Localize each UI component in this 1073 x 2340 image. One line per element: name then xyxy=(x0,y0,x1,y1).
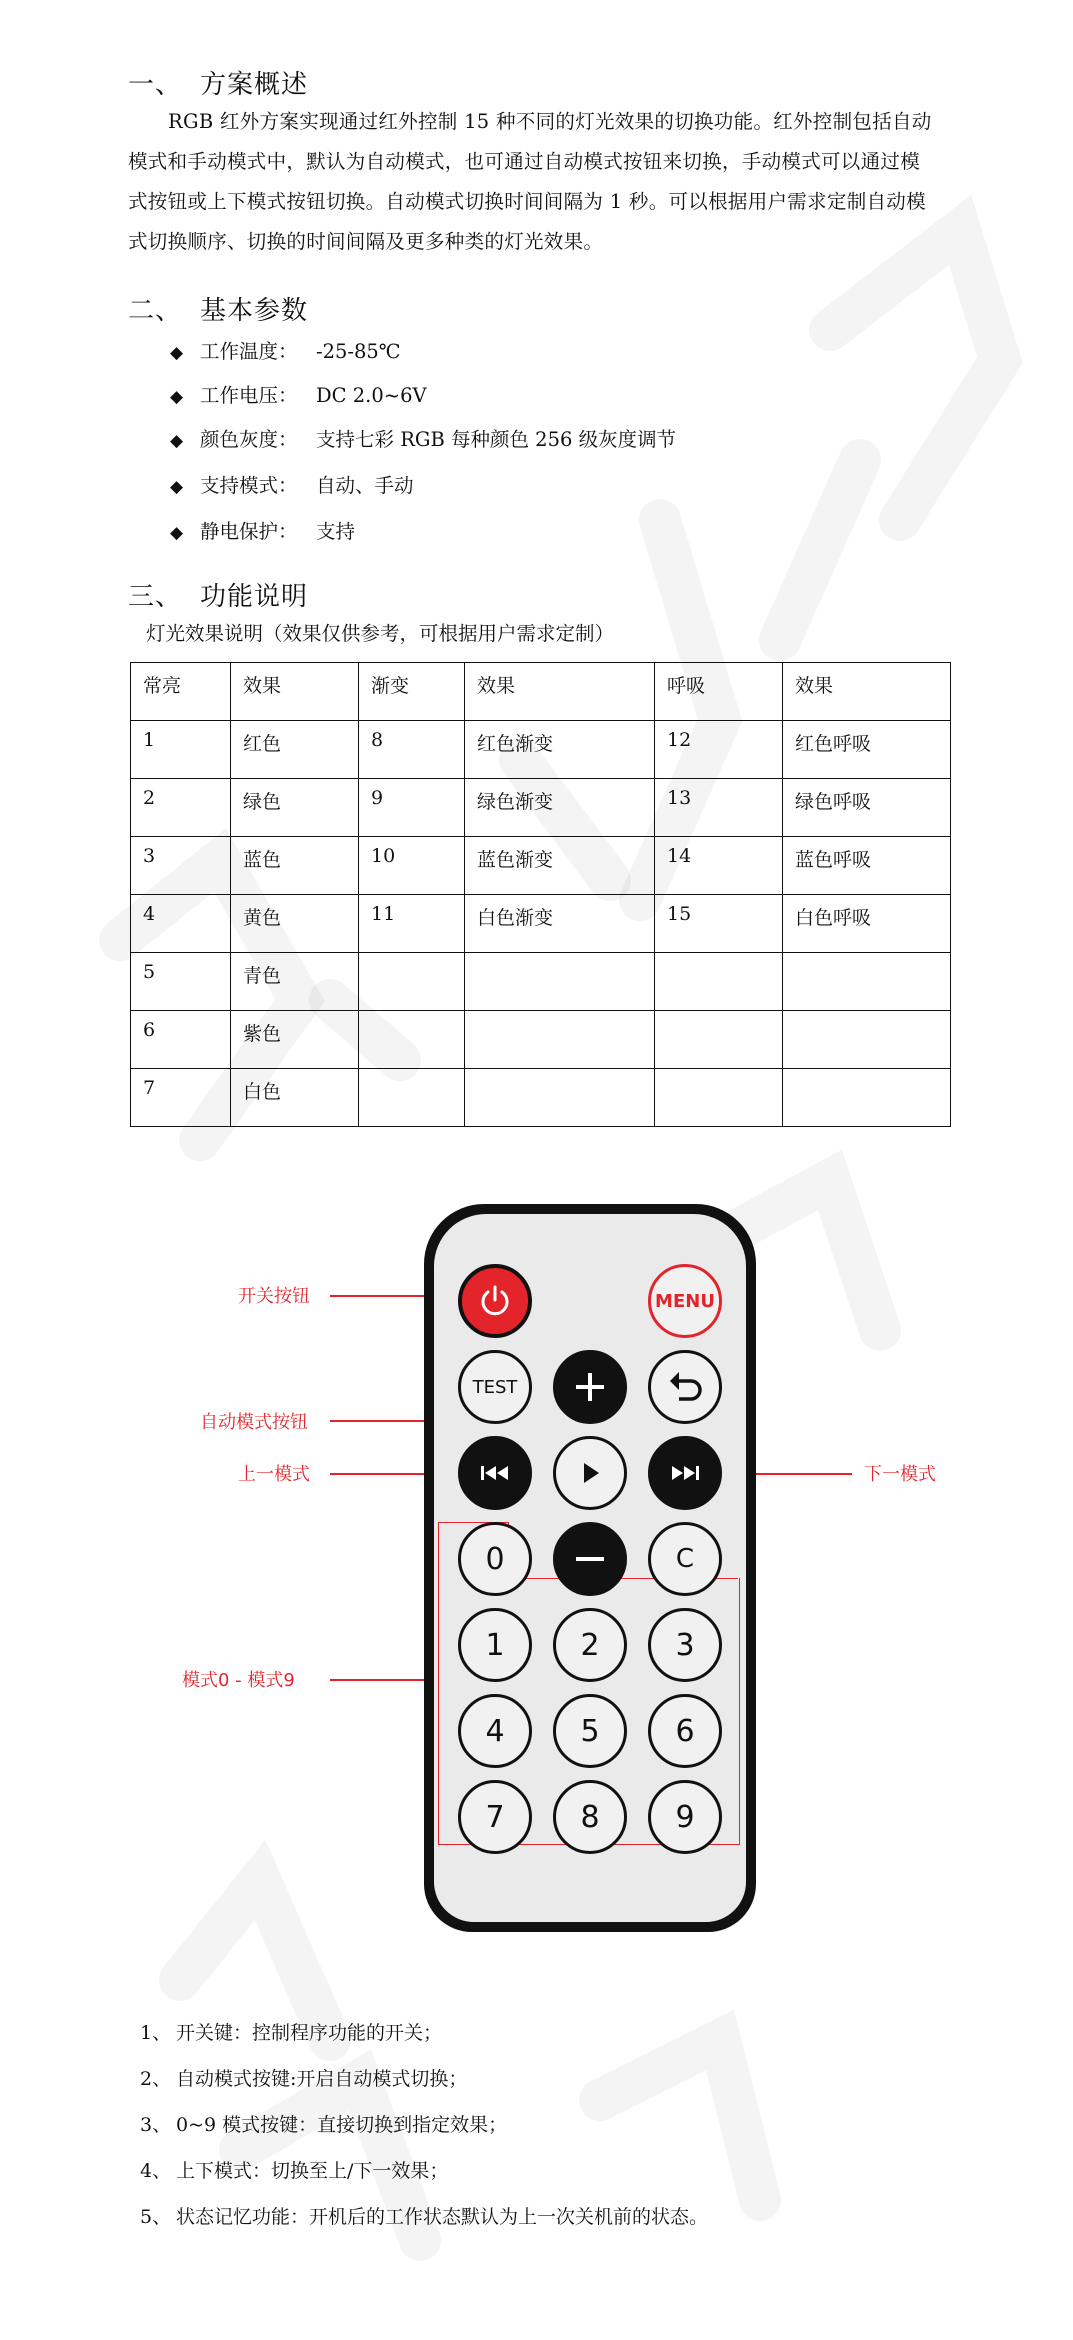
paragraph-line: 模式和手动模式中，默认为自动模式，也可通过自动模式按钮来切换，手动模式可以通过模 xyxy=(128,150,921,173)
digit-button-2[interactable] xyxy=(553,1608,627,1682)
table-row xyxy=(131,953,951,1011)
label-prev-mode: 上一模式 xyxy=(238,1464,310,1485)
note-text: 开关键：控制程序功能的开关； xyxy=(176,2022,443,2044)
leader-line xyxy=(330,1679,430,1681)
section-number: 一、 xyxy=(128,70,183,100)
param-item xyxy=(170,470,414,498)
digit-button-1[interactable] xyxy=(458,1608,532,1682)
digit-label: 9 xyxy=(675,1799,695,1835)
table-cell xyxy=(465,953,655,1011)
table-cell: 8 xyxy=(359,721,465,779)
table-cell: 蓝色渐变 xyxy=(465,837,655,895)
table-caption: 灯光效果说明（效果仅供参考，可根据用户需求定制） xyxy=(146,622,615,645)
param-value: 自动、手动 xyxy=(316,474,414,497)
table-header-row xyxy=(131,663,951,721)
test-button-label: TEST xyxy=(472,1376,518,1398)
label-mode-range: 模式0 - 模式9 xyxy=(182,1670,295,1691)
table-header-cell: 效果 xyxy=(231,663,359,721)
note-text: 自动模式按键:开启自动模式切换； xyxy=(176,2068,468,2090)
param-value: -25-85℃ xyxy=(316,340,401,363)
table-cell: 2 xyxy=(131,779,231,837)
digit-label: 1 xyxy=(485,1627,505,1663)
table-cell: 12 xyxy=(655,721,783,779)
test-button[interactable] xyxy=(458,1350,532,1424)
note-item xyxy=(140,2064,467,2091)
paragraph-line: RGB 红外方案实现通过红外控制 15 种不同的灯光效果的切换功能。红外控制包括自动 xyxy=(168,110,932,133)
plus-button[interactable] xyxy=(553,1350,627,1424)
digit-label: 0 xyxy=(485,1541,505,1577)
digit-button-6[interactable] xyxy=(648,1694,722,1768)
table-row xyxy=(131,779,951,837)
table-cell xyxy=(465,1011,655,1069)
digit-button-8[interactable] xyxy=(553,1780,627,1854)
note-number: 2、 xyxy=(140,2068,172,2090)
c-button-label: C xyxy=(675,1544,695,1574)
digit-label: 4 xyxy=(485,1713,505,1749)
digit-label: 6 xyxy=(675,1713,695,1749)
table-cell: 白色 xyxy=(231,1069,359,1127)
table-header-cell: 呼吸 xyxy=(655,663,783,721)
param-value: 支持 xyxy=(316,520,356,543)
table-cell: 白色呼吸 xyxy=(783,895,951,953)
note-number: 3、 xyxy=(140,2114,172,2136)
table-row xyxy=(131,1069,951,1127)
param-key: 工作温度： xyxy=(200,340,298,363)
label-auto-mode-button: 自动模式按钮 xyxy=(200,1412,308,1433)
table-cell: 绿色呼吸 xyxy=(783,779,951,837)
bullet-icon: ◆ xyxy=(170,343,184,363)
minus-button[interactable] xyxy=(553,1522,627,1596)
table-cell: 绿色渐变 xyxy=(465,779,655,837)
section-heading-overview xyxy=(128,64,308,101)
note-number: 4、 xyxy=(140,2160,172,2182)
table-cell: 绿色 xyxy=(231,779,359,837)
param-value: DC 2.0~6V xyxy=(316,384,427,407)
bullet-icon: ◆ xyxy=(170,477,184,497)
note-text: 上下模式：切换至上/下一效果； xyxy=(176,2160,449,2182)
note-number: 5、 xyxy=(140,2206,172,2228)
table-row xyxy=(131,837,951,895)
digit-button-9[interactable] xyxy=(648,1780,722,1854)
table-cell xyxy=(655,953,783,1011)
next-mode-button[interactable] xyxy=(648,1436,722,1510)
paragraph-line: 式切换顺序、切换的时间间隔及更多种类的灯光效果。 xyxy=(128,230,604,253)
table-cell: 10 xyxy=(359,837,465,895)
prev-mode-button[interactable] xyxy=(458,1436,532,1510)
param-key: 支持模式： xyxy=(200,474,298,497)
table-cell: 13 xyxy=(655,779,783,837)
table-cell: 红色渐变 xyxy=(465,721,655,779)
table-header-cell: 常亮 xyxy=(131,663,231,721)
c-button[interactable] xyxy=(648,1522,722,1596)
section-number: 二、 xyxy=(128,296,183,326)
table-row xyxy=(131,1011,951,1069)
bullet-icon: ◆ xyxy=(170,387,184,407)
table-cell: 紫色 xyxy=(231,1011,359,1069)
table-cell xyxy=(783,953,951,1011)
remote-diagram xyxy=(0,1190,1073,1950)
play-icon xyxy=(575,1458,605,1488)
table-cell: 红色 xyxy=(231,721,359,779)
table-header-cell: 效果 xyxy=(465,663,655,721)
table-row xyxy=(131,721,951,779)
digit-label: 2 xyxy=(580,1627,600,1663)
power-icon xyxy=(475,1281,515,1321)
param-key: 静电保护： xyxy=(200,520,298,543)
label-power-button: 开关按钮 xyxy=(238,1286,310,1307)
remote-face xyxy=(434,1214,746,1922)
prev-skip-icon xyxy=(477,1463,513,1483)
section-title: 方案概述 xyxy=(200,70,309,100)
digit-label: 8 xyxy=(580,1799,600,1835)
note-number: 1、 xyxy=(140,2022,172,2044)
table-cell xyxy=(359,953,465,1011)
table-cell xyxy=(359,1011,465,1069)
bullet-icon: ◆ xyxy=(170,523,184,543)
digit-label: 3 xyxy=(675,1627,695,1663)
table-row xyxy=(131,895,951,953)
section-title: 基本参数 xyxy=(200,296,309,326)
digit-label: 5 xyxy=(580,1713,600,1749)
note-item xyxy=(140,2110,507,2137)
paragraph-line: 式按钮或上下模式按钮切换。自动模式切换时间间隔为 1 秒。可以根据用户需求定制自动模 xyxy=(128,190,926,213)
table-cell: 15 xyxy=(655,895,783,953)
table-cell: 11 xyxy=(359,895,465,953)
minus-icon xyxy=(572,1541,608,1577)
note-item xyxy=(140,2202,708,2229)
digit-button-7[interactable] xyxy=(458,1780,532,1854)
overview-paragraph xyxy=(128,102,958,262)
digit-button-0[interactable] xyxy=(458,1522,532,1596)
table-cell: 14 xyxy=(655,837,783,895)
table-cell xyxy=(783,1011,951,1069)
table-cell xyxy=(783,1069,951,1127)
note-text: 状态记忆功能：开机后的工作状态默认为上一次关机前的状态。 xyxy=(176,2206,709,2228)
table-cell: 蓝色呼吸 xyxy=(783,837,951,895)
note-item xyxy=(140,2018,442,2045)
section-title: 功能说明 xyxy=(200,582,309,612)
table-header-cell: 渐变 xyxy=(359,663,465,721)
param-key: 颜色灰度： xyxy=(200,428,298,451)
digit-button-3[interactable] xyxy=(648,1608,722,1682)
section-heading-parameters xyxy=(128,290,308,327)
digit-label: 7 xyxy=(485,1799,505,1835)
label-next-mode: 下一模式 xyxy=(864,1464,936,1485)
remote-control xyxy=(424,1204,756,1932)
digit-button-4[interactable] xyxy=(458,1694,532,1768)
note-text: 0~9 模式按键：直接切换到指定效果； xyxy=(176,2114,508,2136)
note-item xyxy=(140,2156,448,2183)
table-cell xyxy=(465,1069,655,1127)
param-item xyxy=(170,380,427,408)
table-cell: 3 xyxy=(131,837,231,895)
power-button[interactable] xyxy=(458,1264,532,1338)
table-cell: 白色渐变 xyxy=(465,895,655,953)
menu-button[interactable] xyxy=(648,1264,722,1338)
back-button[interactable] xyxy=(648,1350,722,1424)
bullet-icon: ◆ xyxy=(170,431,184,451)
table-cell xyxy=(359,1069,465,1127)
next-skip-icon xyxy=(667,1463,703,1483)
table-cell: 4 xyxy=(131,895,231,953)
param-item xyxy=(170,336,401,364)
table-cell xyxy=(655,1069,783,1127)
table-header-cell: 效果 xyxy=(783,663,951,721)
table-cell: 红色呼吸 xyxy=(783,721,951,779)
table-cell: 蓝色 xyxy=(231,837,359,895)
auto-mode-play-button[interactable] xyxy=(553,1436,627,1510)
menu-button-label: MENU xyxy=(655,1290,715,1312)
section-heading-functions xyxy=(128,576,308,613)
param-item xyxy=(170,516,355,544)
back-arrow-icon xyxy=(665,1367,705,1407)
section-number: 三、 xyxy=(128,582,183,612)
table-cell: 7 xyxy=(131,1069,231,1127)
param-key: 工作电压： xyxy=(200,384,298,407)
table-cell: 青色 xyxy=(231,953,359,1011)
digit-button-5[interactable] xyxy=(553,1694,627,1768)
table-cell: 5 xyxy=(131,953,231,1011)
table-cell: 黄色 xyxy=(231,895,359,953)
plus-icon xyxy=(572,1369,608,1405)
table-cell: 1 xyxy=(131,721,231,779)
table-cell xyxy=(655,1011,783,1069)
effects-table xyxy=(130,662,951,1127)
table-cell: 6 xyxy=(131,1011,231,1069)
table-cell: 9 xyxy=(359,779,465,837)
param-value: 支持七彩 RGB 每种颜色 256 级灰度调节 xyxy=(316,428,677,451)
param-item xyxy=(170,424,676,452)
